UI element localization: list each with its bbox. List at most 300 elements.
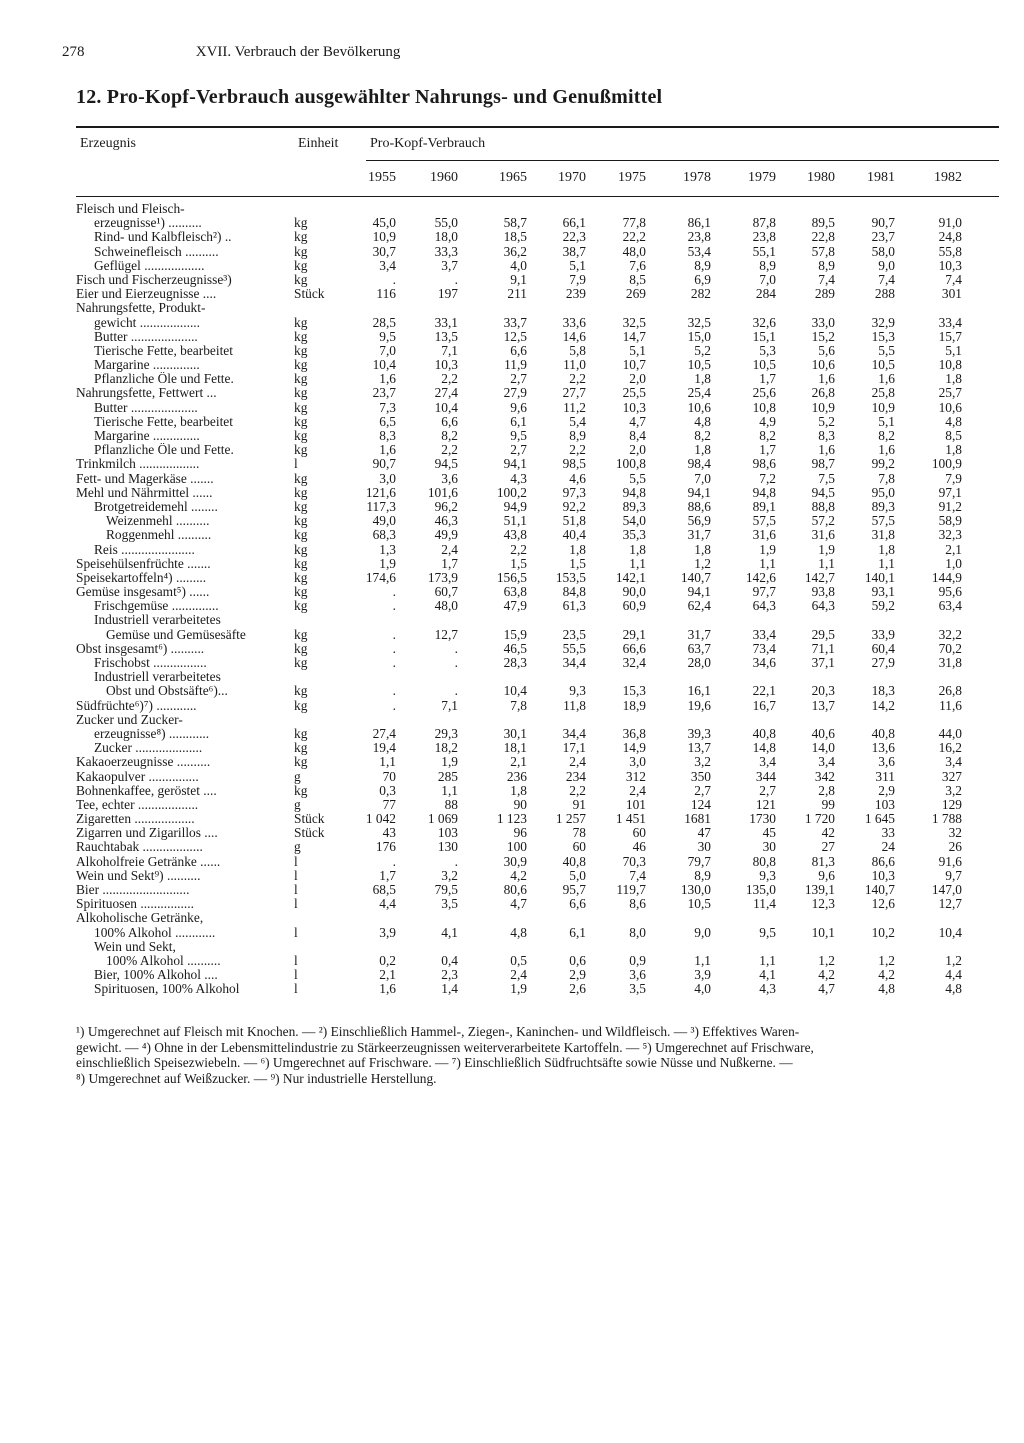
table-cell: 1 720 [804, 811, 835, 827]
row-unit: kg [294, 257, 308, 273]
table-cell: 153,5 [555, 569, 586, 585]
table-cell: 7,4 [945, 271, 962, 287]
table-row [76, 259, 999, 273]
row-unit: kg [294, 498, 308, 514]
table-cell: 7,1 [441, 697, 458, 713]
table-cell: 95,7 [562, 882, 586, 897]
table-cell: 11,6 [939, 697, 962, 713]
table-cell: 32 [948, 825, 962, 841]
table-cell: 98,6 [752, 456, 776, 472]
table-cell: 86,1 [687, 215, 711, 231]
page-header [62, 44, 400, 61]
table-cell: 70,2 [938, 640, 962, 656]
table-cell: 5,4 [569, 413, 586, 429]
data-table [76, 202, 999, 997]
row-unit: kg [294, 385, 308, 401]
table-cell: 14,2 [871, 697, 895, 713]
table-cell: 18,9 [622, 697, 646, 713]
table-cell: 4,2 [878, 967, 895, 983]
table-cell: 60,4 [871, 640, 895, 656]
table-cell: 7,0 [694, 470, 711, 486]
table-row [76, 528, 999, 542]
row-unit: kg [294, 229, 308, 245]
table-cell: 54,0 [622, 513, 646, 529]
table-cell: 1,1 [629, 555, 646, 571]
table-cell: 100,2 [496, 484, 527, 500]
table-cell: 78 [572, 825, 586, 841]
table-cell: 33,1 [434, 314, 458, 330]
table-cell: 1,6 [878, 442, 895, 458]
table-row [76, 316, 999, 330]
table-cell: 2,3 [441, 967, 458, 983]
table-cell: 16,2 [938, 740, 962, 756]
table-cell: 7,3 [379, 399, 396, 415]
table-cell: 96 [513, 825, 527, 841]
table-cell: 3,2 [945, 782, 962, 798]
row-unit: kg [294, 640, 308, 656]
top-rule [76, 126, 999, 128]
table-cell: 5,3 [759, 342, 776, 358]
table-cell: 13,5 [434, 328, 458, 344]
year-header: 1979 [748, 170, 776, 185]
table-row [76, 415, 999, 429]
table-cell: 8,0 [629, 924, 646, 940]
table-cell: 36,2 [503, 243, 527, 259]
row-label: Frischgemüse .............. [94, 599, 219, 614]
year-header: 1970 [558, 170, 586, 185]
table-row [76, 344, 999, 358]
table-cell: 3,0 [629, 754, 646, 770]
row-unit: l [294, 981, 298, 997]
table-cell: 30,9 [503, 853, 527, 869]
table-row [76, 897, 999, 911]
table-cell: . [392, 655, 396, 670]
table-cell: 89,1 [752, 498, 776, 514]
table-cell: 70 [382, 768, 396, 784]
table-cell: 63,7 [687, 640, 711, 656]
table-cell: . [454, 683, 458, 699]
table-cell: 1,7 [759, 442, 776, 458]
row-unit: g [294, 768, 301, 784]
table-cell: 57,5 [752, 513, 776, 529]
table-cell: 22,3 [562, 229, 586, 245]
table-cell: 0,2 [379, 952, 396, 968]
table-cell: 2,4 [441, 541, 458, 557]
row-label: Tee, echter .................. [76, 797, 199, 812]
footnote-line: einschließlich Speisezwiebeln. — ⁶) Umgerechnet auf Frischware. — ⁷) Einschließlich Südfruchtsäfte sowie Nüsse und Nußkerne. — [76, 1055, 793, 1070]
row-label: Mehl und Nährmittel ...... [76, 485, 213, 500]
table-cell: 10,5 [752, 357, 776, 373]
table-cell: 1,3 [379, 541, 396, 557]
row-unit: kg [294, 470, 308, 486]
table-cell: . [392, 271, 396, 287]
table-row [76, 472, 999, 486]
table-cell: 15,3 [622, 683, 646, 699]
row-label: Tierische Fette, bearbeitet [94, 343, 233, 358]
table-cell: 4,4 [945, 967, 962, 983]
table-cell: 23,7 [372, 385, 396, 401]
table-cell: 4,0 [510, 257, 527, 273]
table-cell: 27,7 [562, 385, 586, 401]
table-cell: 26,8 [811, 385, 835, 401]
table-cell: 1 788 [931, 811, 962, 827]
table-cell: 11,9 [504, 357, 527, 373]
table-cell: 11,4 [753, 896, 776, 912]
table-cell: 39,3 [687, 725, 711, 741]
footnote-line: ¹) Umgerechnet auf Fleisch mit Knochen. — ²) Einschließlich Hammel-, Ziegen-, Kaninchen- und Wildfleisch. — ³) Effektives Waren- [76, 1024, 800, 1039]
table-cell: 26,8 [938, 683, 962, 699]
table-cell: 4,7 [629, 413, 646, 429]
table-cell: . [392, 683, 396, 699]
table-cell: 1,1 [379, 754, 396, 770]
table-cell: 16,1 [687, 683, 711, 699]
table-cell: 8,9 [694, 867, 711, 883]
table-cell: . [392, 626, 396, 642]
table-cell: 60 [632, 825, 646, 841]
table-row [76, 273, 999, 287]
table-cell: 88,6 [687, 498, 711, 514]
table-cell: 101,6 [427, 484, 458, 500]
table-cell: 97,7 [752, 584, 776, 600]
table-cell: 1,8 [694, 541, 711, 557]
row-unit: kg [294, 555, 308, 571]
table-cell: 14,8 [752, 740, 776, 756]
table-cell: 23,8 [752, 229, 776, 245]
table-cell: 2,7 [510, 442, 527, 458]
table-cell: 10,9 [372, 229, 396, 245]
table-cell: 31,7 [687, 527, 711, 543]
table-cell: 46 [632, 839, 646, 855]
table-cell: 86,6 [871, 853, 895, 869]
row-label: Geflügel .................. [94, 258, 205, 273]
row-unit: l [294, 924, 298, 940]
table-cell: 10,6 [811, 357, 835, 373]
table-cell: 2,8 [818, 782, 835, 798]
table-cell: 1,6 [379, 442, 396, 458]
table-cell: 34,4 [562, 725, 586, 741]
year-header: 1975 [618, 170, 646, 185]
table-cell: 97,1 [938, 484, 962, 500]
row-unit: kg [294, 655, 308, 670]
table-cell: 63,4 [938, 598, 962, 614]
table-cell: 312 [625, 768, 646, 784]
table-cell: 93,8 [811, 584, 835, 600]
table-cell: 119,7 [616, 882, 646, 897]
table-cell: 49,9 [434, 527, 458, 543]
table-cell: 117,3 [366, 498, 396, 514]
header-rule [366, 160, 999, 161]
table-cell: 350 [690, 768, 711, 784]
table-cell: 90 [513, 796, 527, 812]
row-label: erzeugnisse¹) .......... [94, 216, 202, 231]
row-label: Bier, 100% Alkohol .... [94, 968, 218, 983]
table-row [76, 386, 999, 400]
table-cell: 60,9 [622, 598, 646, 614]
row-label: Trinkmilch .................. [76, 457, 200, 472]
table-row [76, 727, 999, 741]
row-label: Alkoholfreie Getränke ...... [76, 854, 221, 869]
table-cell: 116 [376, 286, 396, 302]
row-label: Speisekartoffeln⁴) ......... [76, 570, 207, 585]
table-cell: 20,3 [811, 683, 835, 699]
table-cell: 56,9 [687, 513, 711, 529]
table-cell: . [454, 853, 458, 869]
table-cell: 19,6 [687, 697, 711, 713]
table-cell: 2,7 [694, 782, 711, 798]
table-cell: 33,6 [562, 314, 586, 330]
table-cell: 176 [375, 839, 396, 855]
table-cell: 15,7 [938, 328, 962, 344]
table-cell: 3,6 [441, 470, 458, 486]
table-cell: 88,8 [811, 498, 835, 514]
table-cell: 9,3 [569, 683, 586, 699]
table-cell: 327 [941, 768, 962, 784]
table-cell: 55,0 [434, 215, 458, 231]
table-cell: 48,0 [622, 243, 646, 259]
table-cell: 34,4 [562, 655, 586, 670]
table-cell: 1,5 [510, 555, 527, 571]
table-cell: 40,4 [562, 527, 586, 543]
table-cell: 2,1 [379, 967, 396, 983]
table-cell: 2,6 [569, 981, 586, 997]
table-cell: 31,7 [687, 626, 711, 642]
table-cell: 4,8 [510, 924, 527, 940]
table-cell: 5,1 [945, 342, 962, 358]
table-row [76, 202, 999, 216]
table-cell: 14,6 [562, 328, 586, 344]
table-cell: 4,8 [945, 981, 962, 997]
table-cell: 91,2 [938, 498, 962, 514]
table-cell: 2,2 [569, 442, 586, 458]
table-cell: 2,1 [945, 541, 962, 557]
table-cell: 1,9 [759, 541, 776, 557]
table-cell: 7,1 [441, 342, 458, 358]
row-unit: l [294, 952, 298, 968]
table-row [76, 855, 999, 869]
table-cell: 18,3 [871, 683, 895, 699]
table-cell: 0,3 [379, 782, 396, 798]
table-cell: 64,3 [811, 598, 835, 614]
header-bottom-rule [76, 196, 999, 197]
table-cell: 81,3 [811, 853, 835, 869]
table-cell: 2,7 [510, 371, 527, 387]
table-cell: 89,3 [871, 498, 895, 514]
table-cell: 71,1 [811, 640, 835, 656]
table-cell: 8,3 [379, 428, 396, 443]
table-cell: 10,3 [938, 257, 962, 273]
table-cell: 1,7 [441, 555, 458, 571]
table-cell: 1,0 [945, 555, 962, 571]
table-cell: 9,0 [694, 924, 711, 940]
row-label: gewicht .................. [94, 315, 200, 330]
table-cell: 89,3 [622, 498, 646, 514]
table-cell: 37,1 [811, 655, 835, 670]
row-label: Zigaretten .................. [76, 812, 195, 827]
table-cell: 10,5 [687, 357, 711, 373]
table-cell: 4,8 [694, 413, 711, 429]
row-label: Südfrüchte⁶)⁷) ............ [76, 698, 197, 713]
table-row [76, 784, 999, 798]
table-cell: 5,1 [878, 413, 895, 429]
table-cell: 1,7 [759, 371, 776, 387]
table-cell: 1,1 [818, 555, 835, 571]
table-cell: 3,4 [759, 754, 776, 770]
row-label: Pflanzliche Öle und Fette. [94, 443, 234, 458]
table-cell: 4,3 [510, 470, 527, 486]
table-cell: 1 042 [365, 811, 396, 827]
table-cell: 8,2 [694, 428, 711, 443]
table-cell: 53,4 [687, 243, 711, 259]
table-cell: 77,8 [622, 215, 646, 231]
table-cell: 7,8 [878, 470, 895, 486]
table-cell: 2,0 [629, 371, 646, 387]
table-cell: 1,6 [379, 371, 396, 387]
row-label: Rauchtabak .................. [76, 840, 203, 855]
table-cell: 6,6 [569, 896, 586, 912]
table-cell: 1,9 [818, 541, 835, 557]
row-label: Butter .................... [94, 329, 198, 344]
row-unit: kg [294, 725, 308, 741]
table-cell: 58,0 [871, 243, 895, 259]
row-label: Wein und Sekt, [94, 939, 176, 954]
table-cell: 1,9 [510, 981, 527, 997]
table-cell: 15,2 [811, 328, 835, 344]
table-cell: 98,5 [562, 456, 586, 472]
table-cell: 87,8 [752, 215, 776, 231]
table-cell: 66,1 [562, 215, 586, 231]
table-cell: 10,9 [871, 399, 895, 415]
table-cell: 301 [941, 286, 962, 302]
table-cell: 239 [565, 286, 586, 302]
table-cell: 3,4 [379, 257, 396, 273]
year-header: 1955 [368, 170, 396, 185]
table-cell: 2,9 [569, 967, 586, 983]
table-row [76, 770, 999, 784]
table-cell: 1 123 [496, 811, 527, 827]
table-cell: 98,7 [811, 456, 835, 472]
table-cell: 142,7 [804, 569, 835, 585]
table-row [76, 245, 999, 259]
row-unit: kg [294, 357, 308, 373]
table-row [76, 628, 999, 642]
table-row [76, 543, 999, 557]
row-unit: l [294, 867, 298, 883]
table-row [76, 500, 999, 514]
table-cell: 1,9 [441, 754, 458, 770]
table-cell: 32,6 [752, 314, 776, 330]
year-header: 1978 [683, 170, 711, 185]
table-cell: 7,2 [759, 470, 776, 486]
table-cell: 35,3 [622, 527, 646, 543]
table-row [76, 954, 999, 968]
table-cell: 55,1 [752, 243, 776, 259]
table-cell: 7,8 [510, 697, 527, 713]
table-cell: 5,8 [569, 342, 586, 358]
year-header: 1982 [934, 170, 962, 185]
table-cell: 1,8 [694, 442, 711, 458]
table-cell: 95,0 [871, 484, 895, 500]
table-cell: 8,5 [629, 271, 646, 287]
table-cell: 14,0 [811, 740, 835, 756]
table-cell: 27,4 [434, 385, 458, 401]
table-cell: 90,7 [871, 215, 895, 231]
table-cell: 2,1 [510, 754, 527, 770]
table-cell: 94,1 [503, 456, 527, 472]
table-cell: 10,3 [871, 867, 895, 883]
table-cell: 97,3 [562, 484, 586, 500]
table-row [76, 869, 999, 883]
table-cell: 13,7 [811, 697, 835, 713]
row-unit: kg [294, 428, 308, 443]
table-cell: 269 [625, 286, 646, 302]
table-row [76, 372, 999, 386]
row-label: Industriell verarbeitetes [94, 613, 221, 628]
row-label: 100% Alkohol .......... [106, 953, 221, 968]
table-cell: 1,6 [379, 981, 396, 997]
table-cell: 100,8 [615, 456, 646, 472]
table-cell: 13,6 [871, 740, 895, 756]
table-cell: 211 [507, 286, 527, 302]
table-cell: 57,5 [871, 513, 895, 529]
table-cell: 22,8 [811, 229, 835, 245]
row-label: Bohnenkaffee, geröstet .... [76, 783, 217, 798]
table-row [76, 798, 999, 812]
table-cell: 2,2 [569, 782, 586, 798]
table-cell: 19,4 [372, 740, 396, 756]
table-cell: 11,0 [563, 357, 586, 373]
row-unit: l [294, 456, 298, 472]
row-unit: kg [294, 484, 308, 500]
table-cell: 1 069 [427, 811, 458, 827]
row-label: Zigarren und Zigarillos .... [76, 826, 218, 841]
table-cell: 44,0 [938, 725, 962, 741]
table-cell: 1,1 [694, 952, 711, 968]
table-cell: 10,8 [752, 399, 776, 415]
table-cell: 8,3 [818, 428, 835, 443]
row-unit: kg [294, 342, 308, 358]
table-cell: . [454, 640, 458, 656]
row-unit: kg [294, 527, 308, 543]
table-cell: 0,5 [510, 952, 527, 968]
table-cell: 142,6 [745, 569, 776, 585]
table-cell: 13,7 [687, 740, 711, 756]
table-cell: 100,9 [931, 456, 962, 472]
table-cell: 27,4 [372, 725, 396, 741]
table-cell: 12,7 [434, 626, 458, 642]
table-cell: 40,8 [871, 725, 895, 741]
table-cell: . [392, 584, 396, 600]
table-cell: 18,5 [503, 229, 527, 245]
table-row [76, 585, 999, 599]
table-cell: 6,6 [510, 342, 527, 358]
table-cell: 25,4 [687, 385, 711, 401]
table-cell: 1,2 [694, 555, 711, 571]
table-cell: 285 [437, 768, 458, 784]
table-cell: 16,7 [752, 697, 776, 713]
table-cell: 29,3 [434, 725, 458, 741]
table-cell: 51,8 [562, 513, 586, 529]
table-cell: 5,6 [818, 342, 835, 358]
row-label: Kakaoerzeugnisse .......... [76, 755, 211, 770]
table-cell: 234 [565, 768, 586, 784]
table-cell: 94,5 [811, 484, 835, 500]
table-title: 12. Pro-Kopf-Verbrauch ausgewählter Nahrungs- und Genußmittel [76, 86, 663, 108]
table-cell: 10,5 [687, 896, 711, 912]
table-cell: 2,2 [569, 371, 586, 387]
table-row [76, 982, 999, 996]
table-cell: 135,0 [745, 882, 776, 897]
table-cell: 10,4 [434, 399, 458, 415]
